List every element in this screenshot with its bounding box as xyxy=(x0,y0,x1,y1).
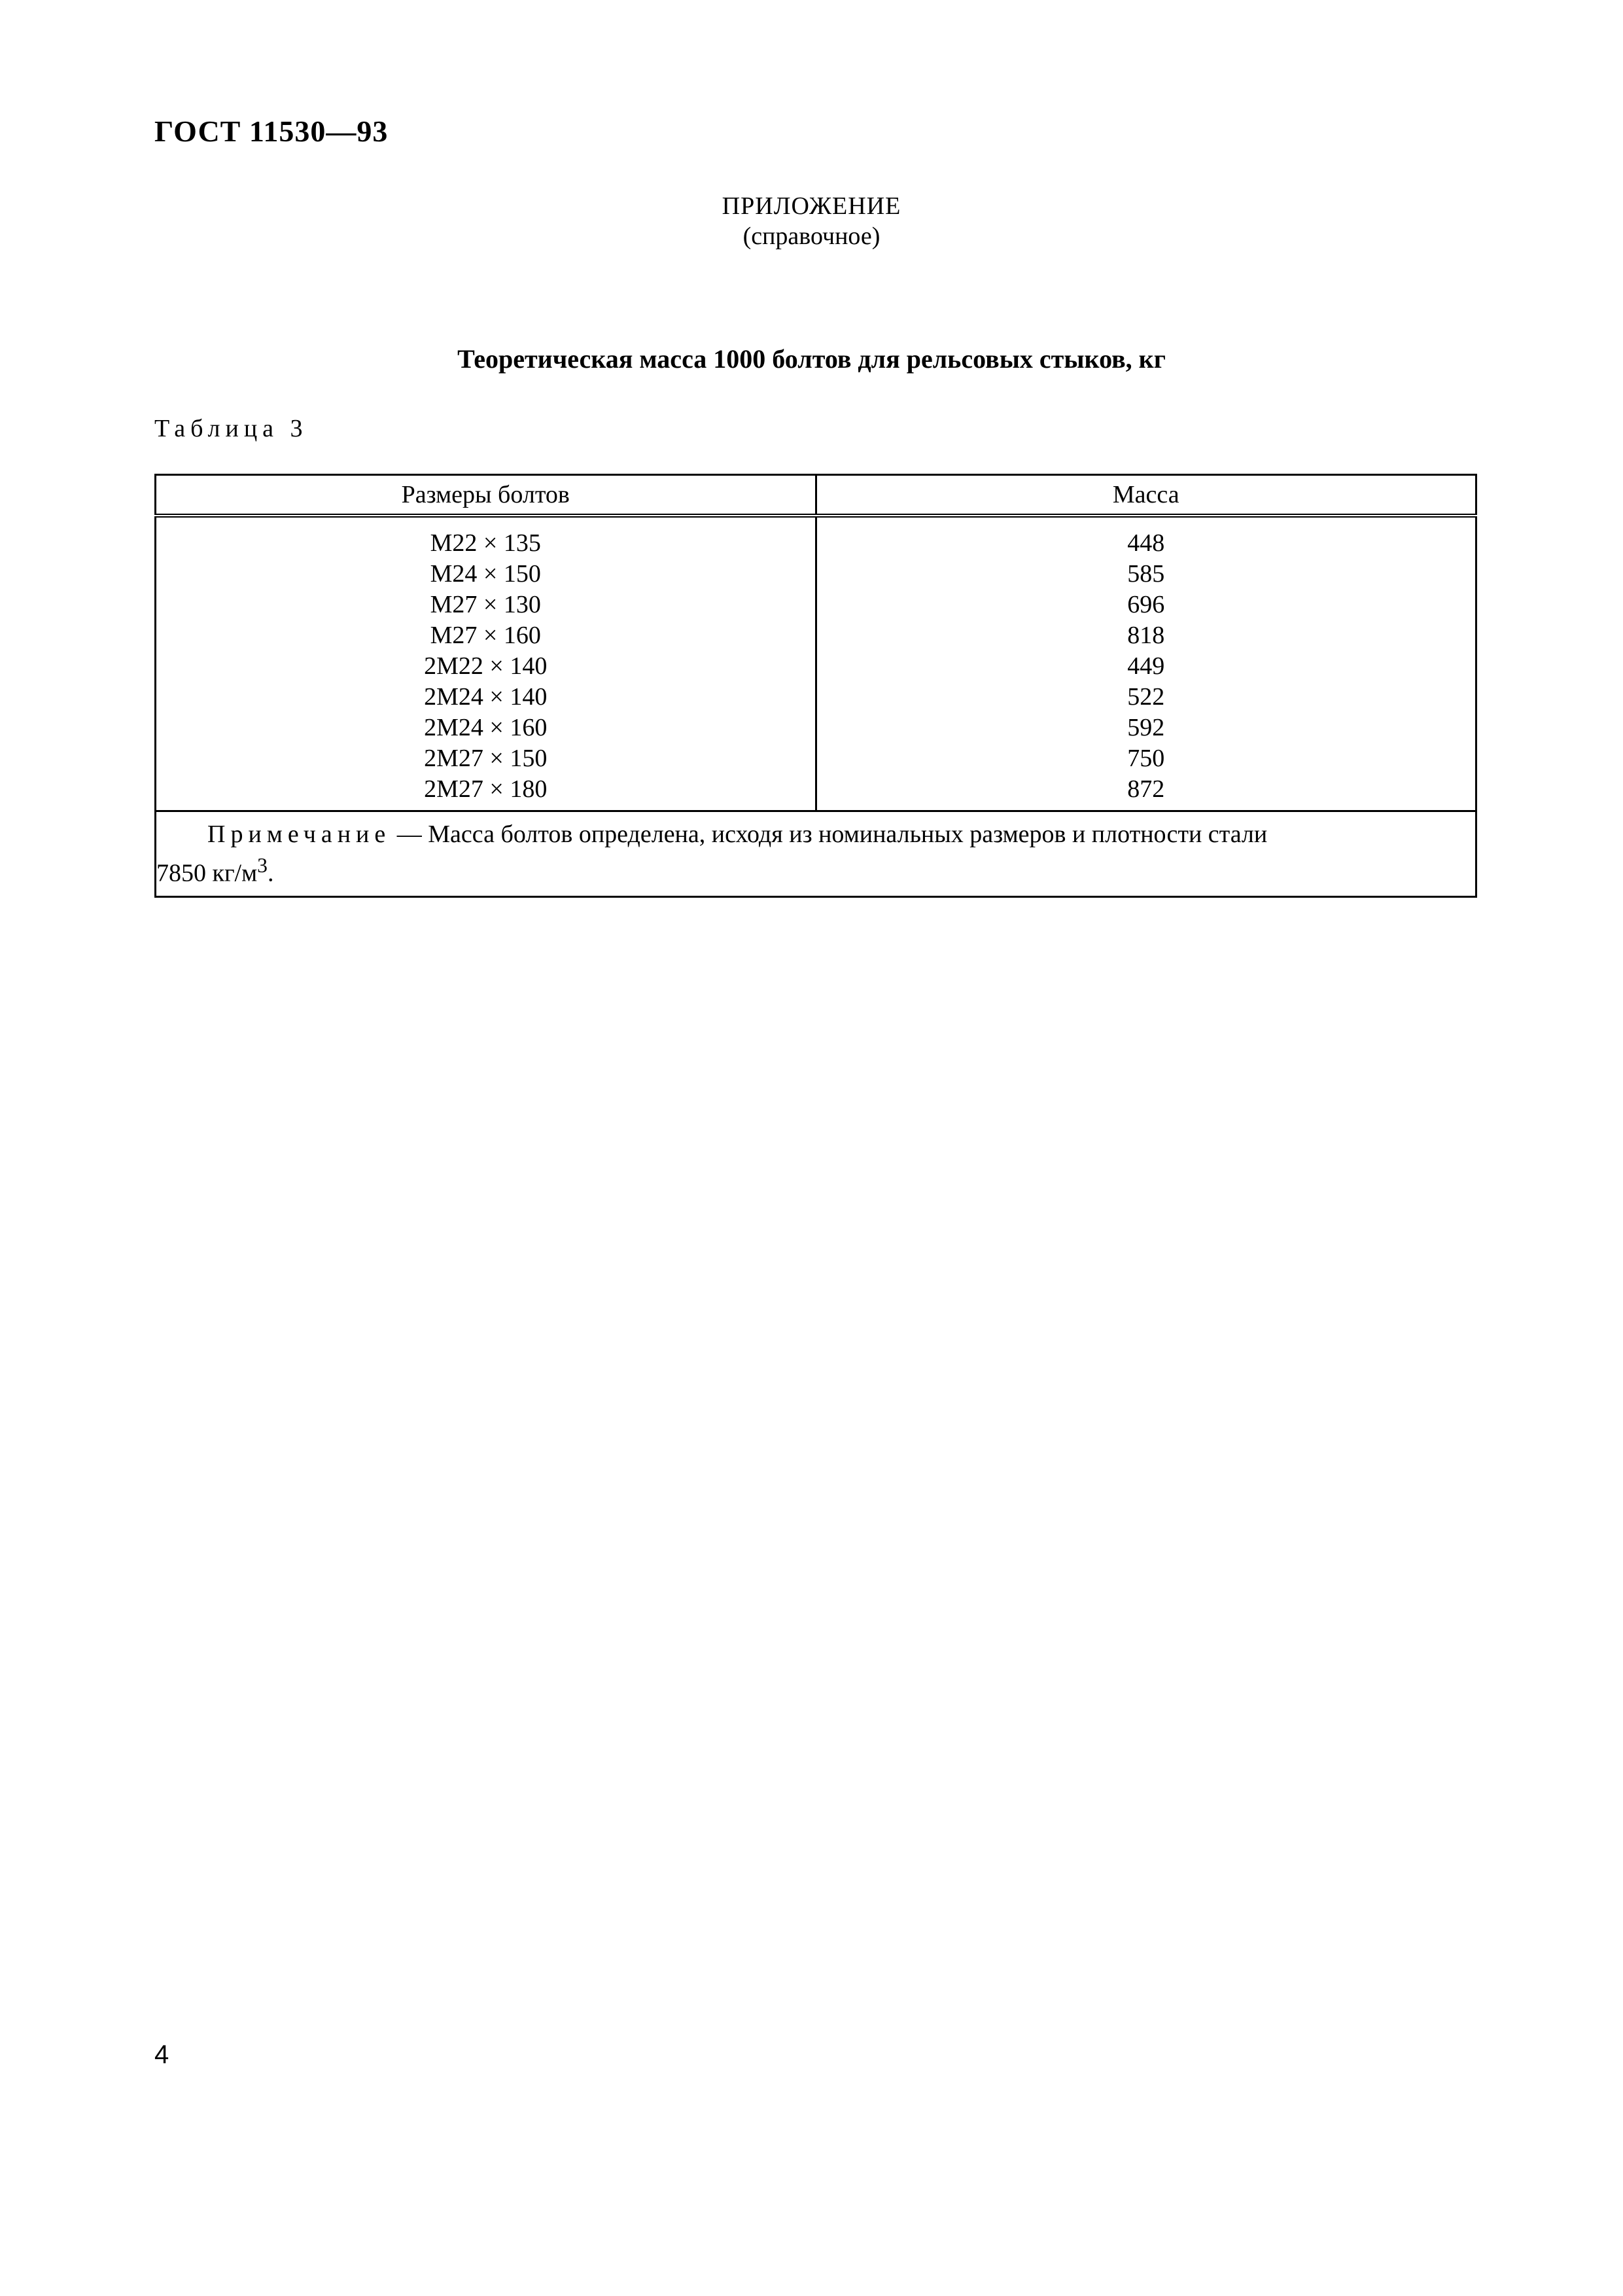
table-label: Таблица 3 xyxy=(154,415,308,442)
mass-cell: 449 xyxy=(1127,652,1165,680)
table-header-row xyxy=(156,475,1476,516)
bolt-size-cell: 2М24 × 140 xyxy=(424,683,548,711)
document-title: Теоретическая масса 1000 болтов для рельсовых стыков, кг xyxy=(457,344,1166,374)
bolt-size-cell: 2М27 × 150 xyxy=(424,745,548,772)
note-label: Примечание xyxy=(207,821,391,848)
note-line-2 xyxy=(156,850,1466,889)
bolt-mass-table xyxy=(154,474,1477,898)
bolt-size-cell: М24 × 150 xyxy=(430,560,541,588)
bolt-size-cell: 2М27 × 180 xyxy=(424,775,548,803)
bolt-size-cell: М22 × 135 xyxy=(430,529,541,557)
table-note xyxy=(156,811,1476,897)
bolt-size-cell: М27 × 160 xyxy=(430,622,541,649)
mass-cell: 592 xyxy=(1127,714,1165,741)
page-number: 4 xyxy=(154,2040,169,2069)
standard-header: ГОСТ 11530—93 xyxy=(154,115,389,148)
table-body-row xyxy=(156,516,1476,811)
mass-cell: 696 xyxy=(1127,591,1165,618)
mass-cell: 872 xyxy=(1127,775,1165,803)
note-text: — Масса болтов определена, исходя из номинальных размеров и плотности стали xyxy=(391,821,1268,848)
note-density: 7850 кг/м xyxy=(156,859,258,887)
appendix-subtitle: (справочное) xyxy=(742,222,881,250)
mass-cell: 818 xyxy=(1127,622,1165,649)
mass-cell: 585 xyxy=(1127,560,1165,588)
table-note-row xyxy=(156,811,1476,897)
note-tail: . xyxy=(267,859,274,887)
bolt-size-column xyxy=(156,516,816,811)
header-mass: Масса xyxy=(816,475,1476,516)
bolt-size-cell: М27 × 130 xyxy=(430,591,541,618)
bolt-mass-table-wrap xyxy=(154,474,1477,898)
bolt-size-cell: 2М24 × 160 xyxy=(424,714,548,741)
mass-cell: 522 xyxy=(1127,683,1165,711)
appendix-heading xyxy=(0,191,1623,251)
mass-cell: 448 xyxy=(1127,529,1165,557)
bolt-size-cell: 2М22 × 140 xyxy=(424,652,548,680)
header-bolt-size: Размеры болтов xyxy=(156,475,816,516)
mass-cell: 750 xyxy=(1127,745,1165,772)
note-line-1 xyxy=(156,819,1466,850)
mass-column xyxy=(816,516,1476,811)
appendix-title: ПРИЛОЖЕНИЕ xyxy=(722,192,901,220)
note-superscript: 3 xyxy=(257,854,268,877)
